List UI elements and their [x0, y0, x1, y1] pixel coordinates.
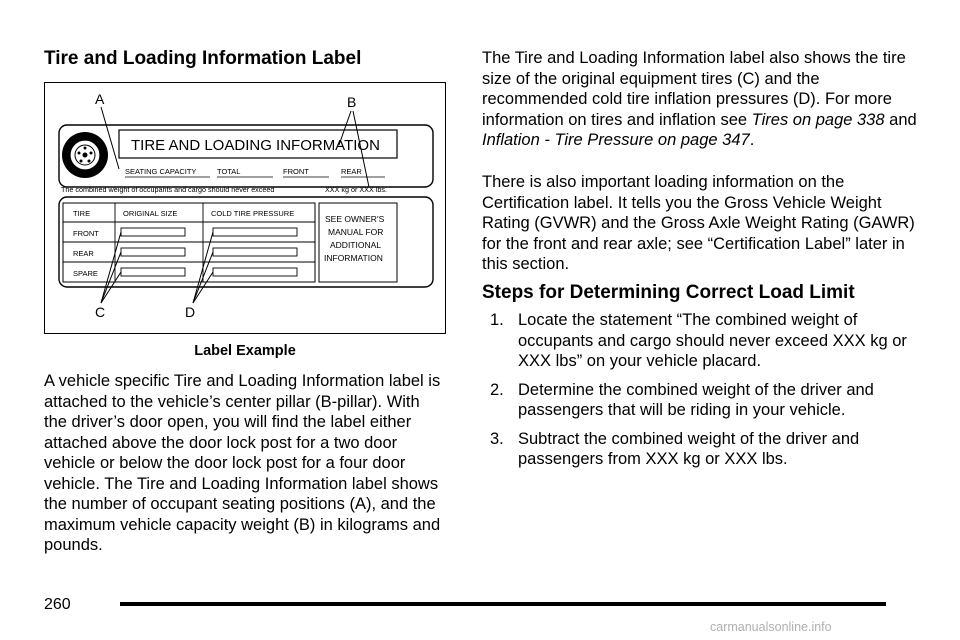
table-row-spare: SPARE [73, 269, 98, 278]
owners-manual-line-4: INFORMATION [324, 253, 383, 263]
tire-label-location-paragraph: A vehicle specific Tire and Loading Information label is attached to the vehicle’s center pillar (B-pillar). With the driver’s door open, you will find the label either attached above the door lock post for a two door vehicle or below the door lock post for a four door vehicle. The Tire and Loading Information label shows the number of occupant seating positions (A), and the maximum vehicle capacity weight (B) in kilograms and pounds. [44, 372, 441, 554]
step-item [490, 380, 910, 421]
owners-manual-line-2: MANUAL FOR [328, 227, 384, 237]
weight-value-text: XXX kg or XXX lbs. [325, 185, 387, 194]
period-text: . [749, 131, 755, 149]
step-text: Locate the statement “The combined weight of occupants and cargo should never exceed XXX kg or XXX lbs” on your vehicle placard. [518, 311, 907, 370]
watermark-text: carmanualsonline.info [710, 620, 832, 634]
combined-weight-text: The combined weight of occupants and cargo should never exceed [61, 185, 275, 194]
step-number: 2. [490, 380, 504, 399]
step-text: Subtract the combined weight of the driver and passengers from XXX kg or XXX lbs. [518, 429, 860, 468]
callout-d: D [185, 304, 196, 320]
label-title: TIRE AND LOADING INFORMATION [131, 137, 380, 154]
callout-b: B [347, 94, 357, 110]
tire-label-paragraph-text: The Tire and Loading Information label also shows the tire size of the original equipment tires (C) and the recommended cold tire inflation pressures (D). For more information on tires and inflation see [482, 49, 906, 129]
footer-rule [120, 602, 886, 606]
step-text: Determine the combined weight of the driver and passengers that will be riding in your vehicle. [518, 380, 874, 419]
figure-caption: Label Example [194, 343, 296, 359]
total-label: TOTAL [217, 167, 241, 176]
tire-icon [62, 132, 108, 178]
steps-title: Steps for Determining Correct Load Limit [482, 282, 855, 303]
front-seat-label: FRONT [283, 167, 309, 176]
link-inflation-page[interactable]: Inflation - Tire Pressure on page 347 [482, 131, 750, 149]
certification-label-paragraph: There is also important loading information on the Certification label. It tells you the Gross Vehicle Weight Rating (GVWR) and the Gross Axle Weight Rating (GAWR) for the front and rear axle; see “Certification Label” later in this section. [482, 173, 915, 273]
step-item [490, 429, 910, 470]
steps-list [490, 310, 910, 478]
table-row-rear: REAR [73, 249, 94, 258]
seating-capacity-label: SEATING CAPACITY [125, 167, 197, 176]
table-header-tire: TIRE [73, 209, 91, 218]
link-tires-page[interactable]: Tires on page 338 [751, 110, 885, 129]
step-item [490, 310, 910, 372]
tire-label-paragraph [482, 48, 922, 151]
table-header-cold-tire-pressure: COLD TIRE PRESSURE [211, 209, 295, 218]
callout-c: C [95, 304, 106, 320]
table-row-front: FRONT [73, 229, 99, 238]
step-number: 3. [490, 429, 504, 448]
page-number: 260 [44, 596, 71, 613]
and-text: and [889, 110, 917, 129]
label-example-figure [44, 82, 446, 334]
owners-manual-line-1: SEE OWNER'S [325, 214, 385, 224]
step-number: 1. [490, 311, 504, 329]
owners-manual-line-3: ADDITIONAL [330, 240, 382, 250]
callout-a: A [95, 91, 105, 107]
rear-seat-label: REAR [341, 167, 362, 176]
tire-label-illustration [45, 83, 444, 332]
section-title: Tire and Loading Information Label [44, 48, 362, 69]
table-header-original-size: ORIGINAL SIZE [123, 209, 178, 218]
